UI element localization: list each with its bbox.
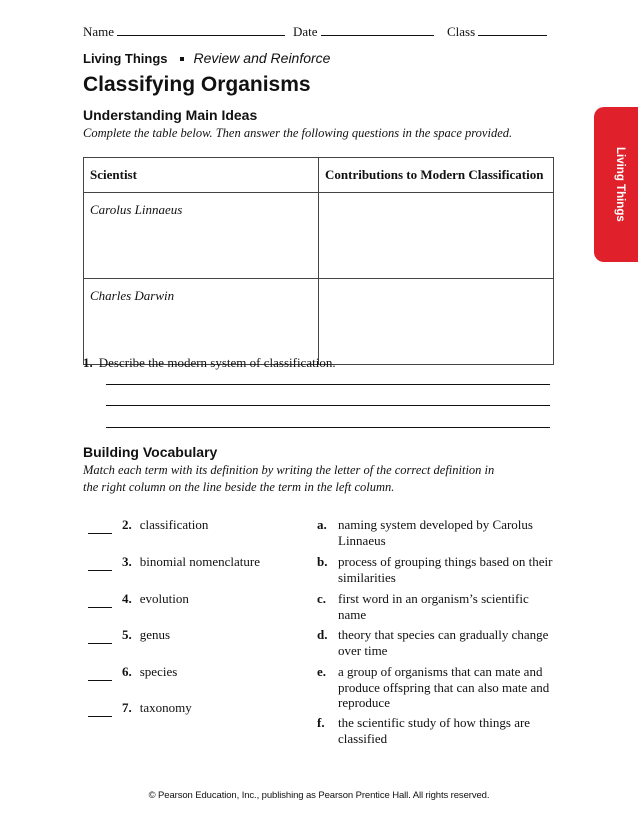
chapter-label: Living Things — [83, 51, 168, 66]
term-number: 5. — [122, 627, 132, 642]
chapter-line — [83, 50, 330, 66]
class-label: Class — [447, 24, 476, 39]
vocabulary-instructions: Match each term with its definition by writing the letter of the correct definition in the right column on the line beside the term in the left column. — [83, 463, 495, 494]
definition-text: first word in an organism’s scientific name — [338, 591, 529, 622]
vocabulary-heading: Building Vocabulary — [83, 444, 218, 460]
table-header-row — [84, 158, 554, 193]
page-title: Classifying Organisms — [83, 73, 311, 96]
answer-blank[interactable] — [88, 664, 112, 681]
vocab-term — [88, 627, 170, 644]
definition-item — [317, 664, 557, 711]
class-blank[interactable] — [478, 24, 547, 36]
name-field[interactable] — [83, 24, 285, 40]
term-text: taxonomy — [139, 700, 192, 715]
table-row — [84, 279, 554, 365]
term-number: 2. — [122, 517, 132, 532]
answer-blank[interactable] — [88, 627, 112, 644]
name-blank[interactable] — [117, 24, 285, 36]
understanding-heading: Understanding Main Ideas — [83, 107, 258, 123]
table-header-contributions: Contributions to Modern Classification — [319, 158, 554, 193]
name-label: Name — [83, 24, 115, 39]
date-label: Date — [293, 24, 318, 39]
definition-letter: e. — [317, 664, 327, 679]
vocab-term — [88, 554, 260, 571]
definition-text: theory that species can gradually change over time — [338, 627, 549, 658]
scientist-table — [83, 157, 554, 365]
term-text: species — [139, 664, 178, 679]
definition-letter: a. — [317, 517, 327, 532]
term-number: 6. — [122, 664, 132, 679]
term-number: 7. — [122, 700, 132, 715]
question-1 — [83, 355, 336, 371]
definition-item — [317, 517, 557, 548]
vocab-term — [88, 700, 192, 717]
class-field[interactable] — [447, 24, 547, 40]
definition-item — [317, 627, 557, 658]
vocab-term — [88, 591, 189, 608]
definition-item — [317, 591, 557, 622]
term-text: binomial nomenclature — [139, 554, 260, 569]
definition-letter: c. — [317, 591, 327, 606]
definition-text: the scientific study of how things are classified — [338, 715, 531, 746]
definition-letter: f. — [317, 715, 325, 730]
scientist-cell: Charles Darwin — [84, 279, 319, 365]
definition-text: naming system developed by Carolus Linnaeus — [338, 517, 533, 548]
question-number: 1. — [83, 355, 93, 370]
side-tab-label: Living Things — [614, 147, 626, 222]
bullet-icon — [180, 57, 184, 61]
contribution-cell[interactable] — [319, 279, 554, 365]
term-text: genus — [139, 627, 171, 642]
section-type: Review and Reinforce — [193, 50, 331, 66]
definition-item — [317, 554, 557, 585]
definition-letter: d. — [317, 627, 328, 642]
table-row — [84, 193, 554, 279]
question-text: Describe the modern system of classification. — [98, 355, 336, 370]
term-number: 4. — [122, 591, 132, 606]
date-field[interactable] — [293, 24, 434, 40]
vocab-term — [88, 517, 208, 534]
vocab-term — [88, 664, 177, 681]
definition-text: process of grouping things based on their similarities — [338, 554, 553, 585]
copyright-footer: © Pearson Education, Inc., publishing as Pearson Prentice Hall. All rights reserved. — [148, 790, 490, 801]
answer-line[interactable] — [106, 384, 550, 385]
definition-text: a group of organisms that can mate and produce offspring that can also mate and reproduce — [338, 664, 550, 710]
contribution-cell[interactable] — [319, 193, 554, 279]
scientist-cell: Carolus Linnaeus — [84, 193, 319, 279]
definition-item — [317, 715, 557, 746]
term-text: classification — [139, 517, 209, 532]
date-blank[interactable] — [321, 24, 434, 36]
table-header-scientist: Scientist — [84, 158, 319, 193]
answer-blank[interactable] — [88, 554, 112, 571]
term-number: 3. — [122, 554, 132, 569]
answer-blank[interactable] — [88, 517, 112, 534]
answer-line[interactable] — [106, 405, 550, 406]
term-text: evolution — [139, 591, 189, 606]
understanding-instructions: Complete the table below. Then answer the following questions in the space provided. — [83, 126, 513, 140]
answer-blank[interactable] — [88, 591, 112, 608]
definition-letter: b. — [317, 554, 328, 569]
answer-blank[interactable] — [88, 700, 112, 717]
chapter-side-tab — [594, 107, 638, 262]
answer-line[interactable] — [106, 427, 550, 428]
